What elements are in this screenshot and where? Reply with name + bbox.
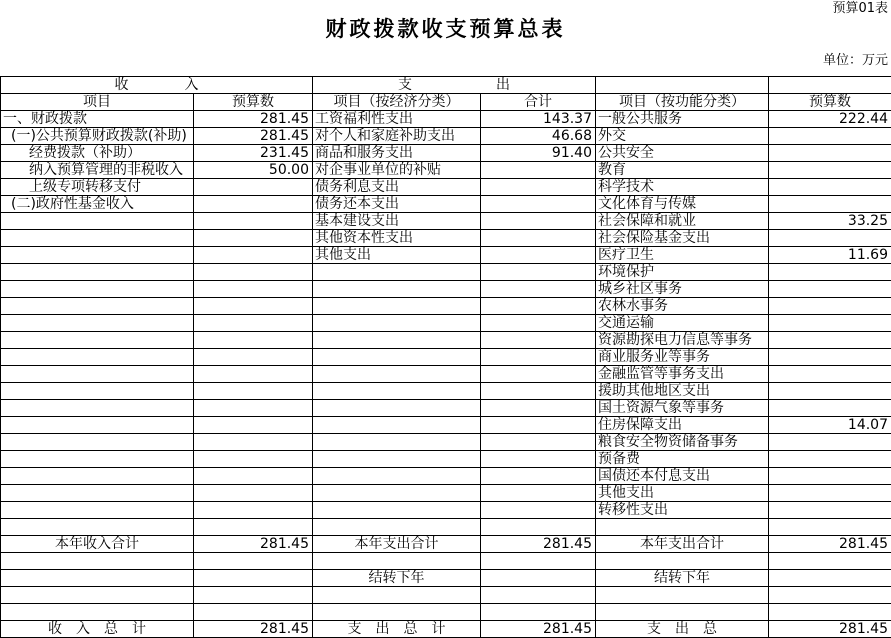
econ-item-cell xyxy=(313,332,481,349)
econ-value-cell xyxy=(481,196,596,213)
econ-value-cell xyxy=(481,281,596,298)
income-item-cell xyxy=(1,230,194,247)
econ-value-cell xyxy=(481,213,596,230)
econ-item-cell: 结转下年 xyxy=(313,570,481,587)
income-item-cell: (一)公共预算财政拨款(补助) xyxy=(1,128,194,145)
table-row xyxy=(1,519,891,536)
econ-item-cell xyxy=(313,502,481,519)
econ-value-cell: 46.68 xyxy=(481,128,596,145)
econ-value-cell xyxy=(481,417,596,434)
income-value-cell xyxy=(194,570,313,587)
table-row xyxy=(1,434,891,451)
func-value-cell: 281.45 xyxy=(769,621,891,638)
unit-label: 单位：万元 xyxy=(822,53,888,68)
func-value-cell xyxy=(769,315,891,332)
table-row xyxy=(1,230,891,247)
income-value-cell xyxy=(194,230,313,247)
econ-item-cell xyxy=(313,451,481,468)
econ-value-cell xyxy=(481,162,596,179)
income-value-cell xyxy=(194,468,313,485)
income-value-cell xyxy=(194,281,313,298)
func-value-cell xyxy=(769,604,891,621)
econ-value-cell xyxy=(481,230,596,247)
table-row xyxy=(1,536,891,553)
income-value-cell: 50.00 xyxy=(194,162,313,179)
econ-value-cell xyxy=(481,434,596,451)
table-row xyxy=(1,570,891,587)
income-item-cell: 纳入预算管理的非税收入 xyxy=(1,162,194,179)
income-value-cell xyxy=(194,451,313,468)
func-value-cell xyxy=(769,230,891,247)
col-header-income-budget: 预算数 xyxy=(194,94,313,111)
table-row xyxy=(1,298,891,315)
budget-table xyxy=(0,76,891,638)
table-row xyxy=(1,332,891,349)
income-value-cell xyxy=(194,519,313,536)
table-row xyxy=(1,145,891,162)
econ-item-cell: 其他支出 xyxy=(313,247,481,264)
func-item-cell: 转移性支出 xyxy=(596,502,769,519)
func-value-cell xyxy=(769,196,891,213)
func-value-cell xyxy=(769,162,891,179)
income-item-cell xyxy=(1,468,194,485)
econ-item-cell xyxy=(313,485,481,502)
table-row xyxy=(1,179,891,196)
income-item-cell: 上级专项转移支付 xyxy=(1,179,194,196)
page-title: 财政拨款收支预算总表 xyxy=(325,17,566,41)
econ-item-cell xyxy=(313,587,481,604)
func-value-cell xyxy=(769,332,891,349)
table-row xyxy=(1,485,891,502)
income-value-cell: 281.45 xyxy=(194,128,313,145)
income-value-cell xyxy=(194,366,313,383)
income-value-cell xyxy=(194,332,313,349)
income-item-cell xyxy=(1,213,194,230)
section-header-row xyxy=(1,77,891,94)
income-value-cell xyxy=(194,179,313,196)
econ-value-cell xyxy=(481,366,596,383)
func-value-cell xyxy=(769,519,891,536)
income-item-cell xyxy=(1,434,194,451)
income-item-cell xyxy=(1,281,194,298)
income-value-cell xyxy=(194,587,313,604)
func-item-cell: 支 出 总 xyxy=(596,621,769,638)
econ-value-cell xyxy=(481,247,596,264)
econ-value-cell xyxy=(481,604,596,621)
income-value-cell: 281.45 xyxy=(194,536,313,553)
income-value-cell: 281.45 xyxy=(194,621,313,638)
func-item-cell: 公共安全 xyxy=(596,145,769,162)
income-item-cell xyxy=(1,247,194,264)
econ-value-cell xyxy=(481,179,596,196)
func-value-cell xyxy=(769,400,891,417)
func-item-cell: 环境保护 xyxy=(596,264,769,281)
econ-item-cell xyxy=(313,366,481,383)
table-header xyxy=(1,77,891,111)
table-row xyxy=(1,349,891,366)
table-row xyxy=(1,502,891,519)
func-item-cell: 本年支出合计 xyxy=(596,536,769,553)
col-header-func-budget: 预算数 xyxy=(769,94,891,111)
econ-value-cell xyxy=(481,502,596,519)
income-value-cell xyxy=(194,196,313,213)
econ-value-cell: 143.37 xyxy=(481,111,596,128)
func-value-cell xyxy=(769,451,891,468)
income-value-cell xyxy=(194,400,313,417)
income-item-cell xyxy=(1,485,194,502)
econ-value-cell xyxy=(481,519,596,536)
func-item-cell: 科学技术 xyxy=(596,179,769,196)
func-item-cell: 城乡社区事务 xyxy=(596,281,769,298)
func-value-cell: 281.45 xyxy=(769,536,891,553)
table-row xyxy=(1,213,891,230)
form-code-label: 预算01表 xyxy=(832,1,888,16)
income-value-cell xyxy=(194,247,313,264)
func-value-cell: 14.07 xyxy=(769,417,891,434)
income-value-cell xyxy=(194,383,313,400)
table-row xyxy=(1,553,891,570)
func-item-cell: 外交 xyxy=(596,128,769,145)
econ-value-cell: 91.40 xyxy=(481,145,596,162)
income-value-cell xyxy=(194,298,313,315)
func-value-cell xyxy=(769,468,891,485)
income-value-cell xyxy=(194,417,313,434)
col-header-income-item: 项目 xyxy=(1,94,194,111)
income-item-cell xyxy=(1,332,194,349)
income-item-cell: 收 入 总 计 xyxy=(1,621,194,638)
income-value-cell xyxy=(194,434,313,451)
econ-item-cell xyxy=(313,468,481,485)
econ-value-cell xyxy=(481,587,596,604)
econ-item-cell: 其他资本性支出 xyxy=(313,230,481,247)
func-value-cell xyxy=(769,553,891,570)
table-row xyxy=(1,247,891,264)
col-header-econ-item: 项目（按经济分类） xyxy=(313,94,481,111)
econ-item-cell: 工资福利性支出 xyxy=(313,111,481,128)
econ-value-cell xyxy=(481,570,596,587)
func-value-cell: 33.25 xyxy=(769,213,891,230)
func-item-cell: 社会保险基金支出 xyxy=(596,230,769,247)
econ-value-cell xyxy=(481,332,596,349)
func-item-cell xyxy=(596,587,769,604)
table-row xyxy=(1,366,891,383)
col-header-func-item: 项目（按功能分类） xyxy=(596,94,769,111)
econ-item-cell: 债务还本支出 xyxy=(313,196,481,213)
func-item-cell: 结转下年 xyxy=(596,570,769,587)
income-value-cell xyxy=(194,553,313,570)
econ-item-cell: 基本建设支出 xyxy=(313,213,481,230)
func-value-cell xyxy=(769,179,891,196)
table-row xyxy=(1,111,891,128)
income-item-cell: 经费拨款（补助） xyxy=(1,145,194,162)
func-value-cell xyxy=(769,264,891,281)
func-value-cell xyxy=(769,349,891,366)
econ-item-cell xyxy=(313,519,481,536)
table-body xyxy=(1,111,891,638)
func-value-cell xyxy=(769,145,891,162)
column-header-row xyxy=(1,94,891,111)
func-value-cell xyxy=(769,128,891,145)
func-item-cell: 文化体育与传媒 xyxy=(596,196,769,213)
income-item-cell xyxy=(1,366,194,383)
func-value-cell xyxy=(769,434,891,451)
col-header-econ-total: 合计 xyxy=(481,94,596,111)
econ-value-cell xyxy=(481,264,596,281)
table-row xyxy=(1,128,891,145)
income-value-cell xyxy=(194,502,313,519)
econ-item-cell: 债务利息支出 xyxy=(313,179,481,196)
econ-value-cell: 281.45 xyxy=(481,621,596,638)
table-row xyxy=(1,400,891,417)
function-section-spacer-right xyxy=(769,77,891,94)
income-item-cell: 本年收入合计 xyxy=(1,536,194,553)
econ-item-cell: 支 出 总 计 xyxy=(313,621,481,638)
func-value-cell xyxy=(769,485,891,502)
table-row xyxy=(1,604,891,621)
econ-item-cell: 商品和服务支出 xyxy=(313,145,481,162)
func-item-cell: 一般公共服务 xyxy=(596,111,769,128)
econ-value-cell xyxy=(481,485,596,502)
table-row xyxy=(1,587,891,604)
expenditure-section-header: 支 出 xyxy=(313,77,596,94)
func-value-cell xyxy=(769,366,891,383)
income-section-header: 收 入 xyxy=(1,77,313,94)
income-item-cell xyxy=(1,570,194,587)
table-row xyxy=(1,468,891,485)
func-item-cell: 预备费 xyxy=(596,451,769,468)
func-value-cell xyxy=(769,570,891,587)
table-row xyxy=(1,621,891,638)
func-value-cell xyxy=(769,281,891,298)
econ-item-cell xyxy=(313,400,481,417)
econ-value-cell xyxy=(481,451,596,468)
income-item-cell xyxy=(1,400,194,417)
func-value-cell: 222.44 xyxy=(769,111,891,128)
econ-value-cell xyxy=(481,383,596,400)
table-row xyxy=(1,383,891,400)
econ-value-cell xyxy=(481,298,596,315)
econ-item-cell xyxy=(313,604,481,621)
func-item-cell: 农林水事务 xyxy=(596,298,769,315)
income-value-cell xyxy=(194,264,313,281)
income-item-cell xyxy=(1,298,194,315)
func-item-cell: 粮食安全物资储备事务 xyxy=(596,434,769,451)
income-item-cell xyxy=(1,315,194,332)
func-item-cell: 其他支出 xyxy=(596,485,769,502)
table-row xyxy=(1,196,891,213)
func-item-cell xyxy=(596,553,769,570)
income-item-cell xyxy=(1,587,194,604)
econ-item-cell xyxy=(313,281,481,298)
func-item-cell: 社会保障和就业 xyxy=(596,213,769,230)
income-value-cell xyxy=(194,315,313,332)
income-value-cell xyxy=(194,604,313,621)
func-item-cell: 资源勘探电力信息等事务 xyxy=(596,332,769,349)
econ-item-cell: 本年支出合计 xyxy=(313,536,481,553)
econ-item-cell xyxy=(313,553,481,570)
func-value-cell: 11.69 xyxy=(769,247,891,264)
econ-item-cell: 对企事业单位的补贴 xyxy=(313,162,481,179)
func-value-cell xyxy=(769,502,891,519)
income-item-cell xyxy=(1,349,194,366)
income-item-cell: 一、财政拨款 xyxy=(1,111,194,128)
income-item-cell xyxy=(1,383,194,400)
income-value-cell xyxy=(194,213,313,230)
income-item-cell: (二)政府性基金收入 xyxy=(1,196,194,213)
econ-value-cell: 281.45 xyxy=(481,536,596,553)
income-value-cell: 231.45 xyxy=(194,145,313,162)
func-item-cell: 医疗卫生 xyxy=(596,247,769,264)
func-item-cell: 国土资源气象等事务 xyxy=(596,400,769,417)
income-item-cell xyxy=(1,451,194,468)
func-item-cell: 交通运输 xyxy=(596,315,769,332)
econ-item-cell xyxy=(313,417,481,434)
income-item-cell xyxy=(1,417,194,434)
econ-value-cell xyxy=(481,315,596,332)
econ-value-cell xyxy=(481,553,596,570)
func-value-cell xyxy=(769,383,891,400)
table-row xyxy=(1,281,891,298)
income-item-cell xyxy=(1,519,194,536)
income-value-cell xyxy=(194,349,313,366)
income-item-cell xyxy=(1,604,194,621)
table-row xyxy=(1,264,891,281)
function-section-spacer-left xyxy=(596,77,769,94)
econ-item-cell xyxy=(313,264,481,281)
income-item-cell xyxy=(1,553,194,570)
income-item-cell xyxy=(1,502,194,519)
econ-value-cell xyxy=(481,349,596,366)
income-value-cell xyxy=(194,485,313,502)
func-item-cell: 住房保障支出 xyxy=(596,417,769,434)
table-row xyxy=(1,162,891,179)
econ-item-cell xyxy=(313,434,481,451)
econ-value-cell xyxy=(481,468,596,485)
econ-item-cell xyxy=(313,383,481,400)
func-item-cell xyxy=(596,604,769,621)
econ-item-cell: 对个人和家庭补助支出 xyxy=(313,128,481,145)
econ-value-cell xyxy=(481,400,596,417)
table-row xyxy=(1,315,891,332)
econ-item-cell xyxy=(313,298,481,315)
income-value-cell: 281.45 xyxy=(194,111,313,128)
func-value-cell xyxy=(769,298,891,315)
func-item-cell: 金融监管等事务支出 xyxy=(596,366,769,383)
econ-item-cell xyxy=(313,349,481,366)
func-item-cell: 教育 xyxy=(596,162,769,179)
func-value-cell xyxy=(769,587,891,604)
econ-item-cell xyxy=(313,315,481,332)
table-row xyxy=(1,417,891,434)
income-item-cell xyxy=(1,264,194,281)
func-item-cell: 国债还本付息支出 xyxy=(596,468,769,485)
func-item-cell: 援助其他地区支出 xyxy=(596,383,769,400)
func-item-cell xyxy=(596,519,769,536)
table-row xyxy=(1,451,891,468)
func-item-cell: 商业服务业等事务 xyxy=(596,349,769,366)
